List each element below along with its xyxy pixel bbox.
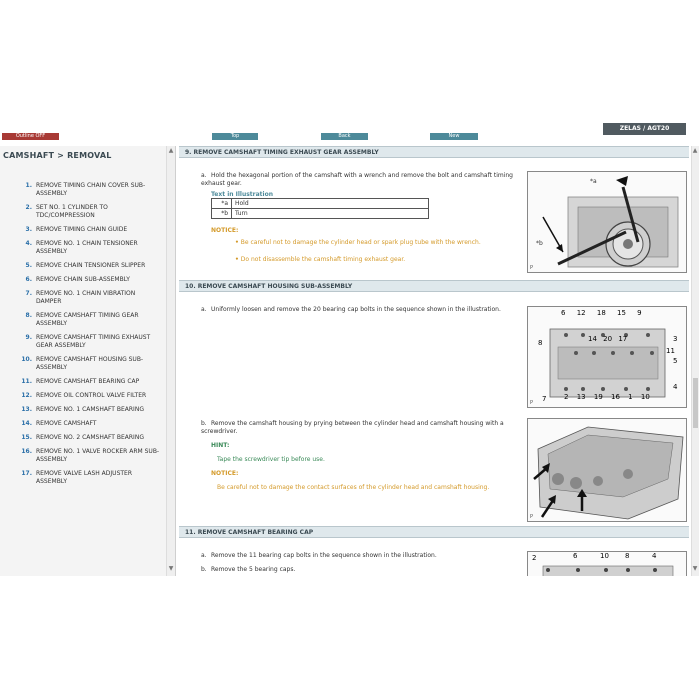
sidebar-item-label: REMOVE OIL CONTROL VALVE FILTER xyxy=(36,392,147,399)
bolt-number: 5 xyxy=(673,357,678,365)
sidebar-item-number: 8. xyxy=(25,312,32,319)
sidebar-list xyxy=(0,182,166,492)
bolt-number: 2 xyxy=(564,393,569,401)
section-heading-11: 11. REMOVE CAMSHAFT BEARING CAP xyxy=(179,526,689,538)
bolt-number: 12 xyxy=(576,309,586,317)
sidebar-title: CAMSHAFT > REMOVAL xyxy=(3,151,112,160)
bolt-number: 8 xyxy=(625,552,630,560)
sidebar-item-number: 12. xyxy=(21,392,32,399)
notice-text: Be careful not to damage the cylinder head or spark plug tube with the wrench. xyxy=(240,239,481,246)
sidebar-item-label: REMOVE TIMING CHAIN GUIDE xyxy=(36,226,128,233)
sidebar-item[interactable] xyxy=(0,420,166,428)
main-content xyxy=(177,146,691,576)
sidebar-item[interactable] xyxy=(0,262,166,270)
camshaft-housing-illustration xyxy=(527,418,687,522)
bolt-numbers-top xyxy=(561,309,642,317)
notice-label: NOTICE: xyxy=(211,227,239,234)
scroll-down-icon[interactable]: ▼ xyxy=(168,565,174,572)
sidebar-item-number: 5. xyxy=(25,262,32,269)
sidebar-item[interactable] xyxy=(0,226,166,234)
step-11b xyxy=(201,566,521,574)
sidebar-item-label: REMOVE NO. 1 CHAIN TENSIONER ASSEMBLY xyxy=(36,240,138,255)
sidebar-item[interactable] xyxy=(0,290,166,306)
text-in-illustration-title: Text in Illustration xyxy=(211,191,273,198)
table-key: *a xyxy=(212,199,232,209)
sidebar-item[interactable] xyxy=(0,334,166,350)
bolt-number: 19 xyxy=(593,393,603,401)
bolt-numbers-mid xyxy=(588,335,627,343)
table-value: Turn xyxy=(232,209,429,219)
illustration-p-mark: P xyxy=(530,514,534,520)
bolt-number: 20 xyxy=(603,335,613,343)
sidebar-item-number: 4. xyxy=(25,240,32,247)
scroll-down-icon[interactable]: ▼ xyxy=(692,565,698,572)
bolt-number: 8 xyxy=(538,339,543,347)
bolt-number: 13 xyxy=(576,393,586,401)
sidebar-item-label: REMOVE NO. 1 VALVE ROCKER ARM SUB-ASSEMBLY xyxy=(36,448,160,463)
step-text: Remove the 5 bearing caps. xyxy=(211,566,296,573)
section-heading-10: 10. REMOVE CAMSHAFT HOUSING SUB-ASSEMBLY xyxy=(179,280,689,292)
bolt-number: 1 xyxy=(628,393,633,401)
sidebar-item[interactable] xyxy=(0,434,166,442)
step-11a xyxy=(201,552,521,560)
illustration-p-mark: P xyxy=(530,400,534,406)
sidebar-item-label: REMOVE NO. 2 CAMSHAFT BEARING xyxy=(36,434,144,441)
sidebar-item-number: 10. xyxy=(21,356,32,363)
sidebar-item-label: REMOVE CAMSHAFT BEARING CAP xyxy=(36,378,140,385)
sidebar-item[interactable] xyxy=(0,182,166,198)
sidebar-item-label: REMOVE NO. 1 CAMSHAFT BEARING xyxy=(36,406,144,413)
step-text: Uniformly loosen and remove the 20 bearing cap bolts in the sequence shown in the illustration. xyxy=(211,306,501,313)
scroll-up-icon[interactable]: ▲ xyxy=(168,147,174,154)
sidebar-item-number: 2. xyxy=(25,204,32,211)
bolt-number: 11 xyxy=(666,347,675,355)
bearing-cap-illustration xyxy=(527,551,687,576)
new-button[interactable]: New xyxy=(430,133,478,140)
sidebar-item-label: REMOVE CHAIN TENSIONER SLIPPER xyxy=(36,262,146,269)
sidebar-item-number: 6. xyxy=(25,276,32,283)
sidebar-item[interactable] xyxy=(0,406,166,414)
step-text: Remove the camshaft housing by prying between the cylinder head and camshaft housing with a screwdriver. xyxy=(201,420,504,435)
top-button[interactable]: Top xyxy=(212,133,258,140)
step-label: a. xyxy=(201,552,207,559)
scroll-up-icon[interactable]: ▲ xyxy=(692,147,698,154)
back-button[interactable]: Back xyxy=(321,133,368,140)
bolt-number: 4 xyxy=(652,552,657,560)
bolt-number: 10 xyxy=(640,393,650,401)
step-10a xyxy=(201,306,531,314)
sidebar-item-number: 9. xyxy=(25,334,32,341)
sidebar-item[interactable] xyxy=(0,312,166,328)
notice-item: • Be careful not to damage the cylinder head or spark plug tube with the wrench. xyxy=(235,239,481,246)
sidebar-item[interactable] xyxy=(0,378,166,386)
sidebar-item-label: REMOVE CHAIN SUB-ASSEMBLY xyxy=(36,276,130,283)
table-key: *b xyxy=(212,209,232,219)
bolt-number: 18 xyxy=(596,309,606,317)
bolt-number: 2 xyxy=(532,554,537,562)
sidebar-item-number: 7. xyxy=(25,290,32,297)
sidebar-item-number: 1. xyxy=(25,182,32,189)
illustration-p-mark: P xyxy=(530,265,534,271)
sidebar-item[interactable] xyxy=(0,448,166,464)
sidebar-item-label: REMOVE CAMSHAFT HOUSING SUB-ASSEMBLY xyxy=(36,356,144,371)
table-value: Hold xyxy=(232,199,429,209)
step-10b xyxy=(201,420,521,436)
sidebar-item-label: REMOVE NO. 1 CHAIN VIBRATION DAMPER xyxy=(36,290,136,305)
toolbar xyxy=(0,121,700,139)
main-scrollbar[interactable] xyxy=(691,146,699,576)
sidebar-item-number: 15. xyxy=(21,434,32,441)
bolt-number: 17 xyxy=(618,335,628,343)
table-row xyxy=(212,209,429,219)
step-text: Hold the hexagonal portion of the camshaft with a wrench and remove the bolt and camshaft timing exhaust gear. xyxy=(201,172,513,187)
outline-off-button[interactable]: Outline OFF xyxy=(2,133,59,140)
step-label: b. xyxy=(201,420,207,427)
step-text: Remove the 11 bearing cap bolts in the sequence shown in the illustration. xyxy=(211,552,437,559)
bolt-number: 16 xyxy=(611,393,620,401)
step-label: b. xyxy=(201,566,207,573)
section-heading-9: 9. REMOVE CAMSHAFT TIMING EXHAUST GEAR ASSEMBLY xyxy=(179,146,689,158)
step-label: a. xyxy=(201,172,207,179)
notice-text: Do not disassemble the camshaft timing exhaust gear. xyxy=(240,256,406,263)
sidebar-item-number: 16. xyxy=(21,448,32,455)
bolt-number: 10 xyxy=(600,552,609,560)
sidebar-item[interactable] xyxy=(0,204,166,220)
sidebar-outline xyxy=(0,146,176,576)
hint-label: HINT: xyxy=(211,442,230,449)
sidebar-item-label: SET NO. 1 CYLINDER TO TDC/COMPRESSION xyxy=(36,204,108,219)
exhaust-gear-illustration xyxy=(527,171,687,273)
bolt-sequence-illustration xyxy=(527,306,687,408)
scroll-thumb[interactable] xyxy=(693,378,698,428)
sidebar-item-label: REMOVE VALVE LASH ADJUSTER ASSEMBLY xyxy=(36,470,132,485)
table-row xyxy=(212,199,429,209)
sidebar-item-label: REMOVE CAMSHAFT xyxy=(36,420,97,427)
sidebar-item[interactable] xyxy=(0,240,166,256)
sidebar-item[interactable] xyxy=(0,276,166,284)
illustration-callout-b: *b xyxy=(536,240,543,247)
sidebar-item-number: 3. xyxy=(25,226,32,233)
sidebar-item-label: REMOVE TIMING CHAIN COVER SUB-ASSEMBLY xyxy=(36,182,146,197)
notice-item: • Do not disassemble the camshaft timing exhaust gear. xyxy=(235,256,406,263)
illustration-callout-a: *a xyxy=(590,178,597,185)
bolt-number: 6 xyxy=(573,552,578,560)
sidebar-item[interactable] xyxy=(0,470,166,486)
sidebar-scrollbar[interactable] xyxy=(166,146,175,576)
bolt-numbers-bottom xyxy=(564,393,650,401)
sidebar-item[interactable] xyxy=(0,356,166,372)
hint-text: Tape the screwdriver tip before use. xyxy=(217,456,325,463)
notice-label: NOTICE: xyxy=(211,470,239,477)
notice-text: Be careful not to damage the contact surfaces of the cylinder head and camshaft housing. xyxy=(217,484,490,491)
sidebar-item[interactable] xyxy=(0,392,166,400)
bolt-number: 14 xyxy=(588,335,597,343)
bolt-number: 7 xyxy=(542,395,547,403)
bolt-number: 3 xyxy=(673,335,678,343)
sidebar-item-label: REMOVE CAMSHAFT TIMING GEAR ASSEMBLY xyxy=(36,312,139,327)
sidebar-item-label: REMOVE CAMSHAFT TIMING EXHAUST GEAR ASSEMBLY xyxy=(36,334,151,349)
sidebar-item-number: 11. xyxy=(21,378,32,385)
bolt-number: 6 xyxy=(561,309,566,317)
sidebar-item-number: 13. xyxy=(21,406,32,413)
sidebar-item-number: 14. xyxy=(21,420,32,427)
bolt-number: 9 xyxy=(637,309,642,317)
bolt-number: 15 xyxy=(617,309,626,317)
bolt-number: 4 xyxy=(673,383,678,391)
step-label: a. xyxy=(201,306,207,313)
illustration-text-table xyxy=(211,198,429,219)
sidebar-item-number: 17. xyxy=(21,470,32,477)
step-9a xyxy=(201,172,521,188)
vehicle-model-badge: ZELAS / AGT20 xyxy=(603,123,686,135)
